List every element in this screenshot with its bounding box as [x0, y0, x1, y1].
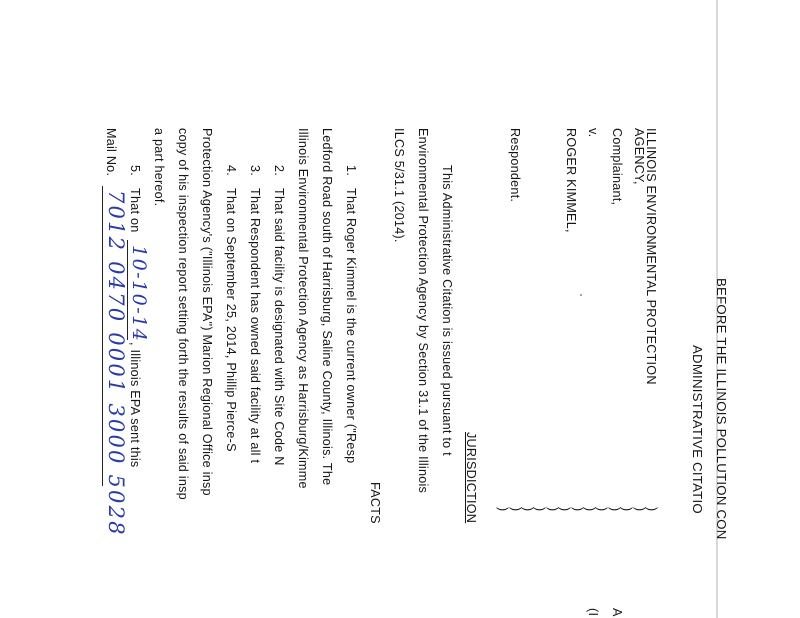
fact-4-line-4: a part hereof. — [152, 128, 166, 207]
fact-1-line-2: Ledford Road south of Harrisburg, Saline County, Illinois. The — [320, 128, 334, 486]
caption-respondent-name: ROGER KIMMEL, — [564, 128, 578, 233]
facts-heading: FACTS — [368, 482, 382, 524]
document-title: BEFORE THE ILLINOIS POLLUTION CON — [714, 278, 729, 540]
fact-4-line-2: Protection Agency's ("Illinois EPA") Marion Regional Office insp — [200, 128, 214, 496]
fact-3-number: 3. — [248, 165, 262, 177]
handwritten-mail-number: 7012 0470 0001 3000 5028 — [104, 190, 128, 537]
fact-5-number: 5. — [128, 165, 142, 177]
caption-versus: v. — [586, 128, 600, 138]
mail-number-underline — [102, 186, 103, 486]
handwritten-date: 10-10-14 — [128, 245, 150, 343]
scan-speck — [580, 294, 582, 296]
caption-brackets: ) ) ) ) ) ) ) ) ) ) ) ) ) — [496, 507, 659, 512]
fact-4-number: 4. — [224, 165, 238, 177]
jurisdiction-heading: JURISDICTION — [464, 432, 478, 524]
fact-1-number: 1. — [344, 165, 358, 177]
fact-5-that-on: That on — [128, 188, 142, 233]
jurisdiction-line-1: This Administrative Citation is issued pursuant to t — [440, 165, 454, 456]
mail-number-label: Mail No. — [104, 128, 118, 177]
jurisdiction-line-2: Environmental Protection Agency by Section 31.1 of the Illinois — [416, 128, 430, 494]
document-subtitle: ADMINISTRATIVE CITATIO — [690, 345, 705, 514]
caption-complainant: Complainant, — [610, 128, 624, 206]
fact-2-number: 2. — [272, 165, 286, 177]
caption-agency-line-1: ILLINOIS ENVIRONMENTAL PROTECTION — [644, 128, 658, 385]
fact-4-line-1: That on September 25, 2014, Phillip Pierce-S — [224, 188, 238, 452]
fact-4-line-3: copy of his inspection report setting forth the results of said insp — [176, 128, 190, 500]
fact-1-line-3: Illinois Environmental Protection Agency as Harrisburg/Kimme — [296, 128, 310, 489]
caption-right-a: A — [610, 608, 624, 617]
caption-right-b: (I — [586, 608, 600, 617]
caption-agency-line-2: AGENCY, — [632, 128, 646, 185]
caption-respondent-label: Respondent. — [508, 128, 522, 203]
fact-1-line-1: That Roger Kimmel is the current owner ("Resp — [344, 188, 358, 464]
jurisdiction-line-3: ILCS 5/31.1 (2014). — [392, 128, 406, 243]
fact-2-line-1: That said facility is designated with Site Code N — [272, 188, 286, 466]
fact-3-line-1: That Respondent has owned said facility at all t — [248, 188, 262, 464]
fact-5-rest: , Illinois EPA sent this — [128, 342, 142, 468]
